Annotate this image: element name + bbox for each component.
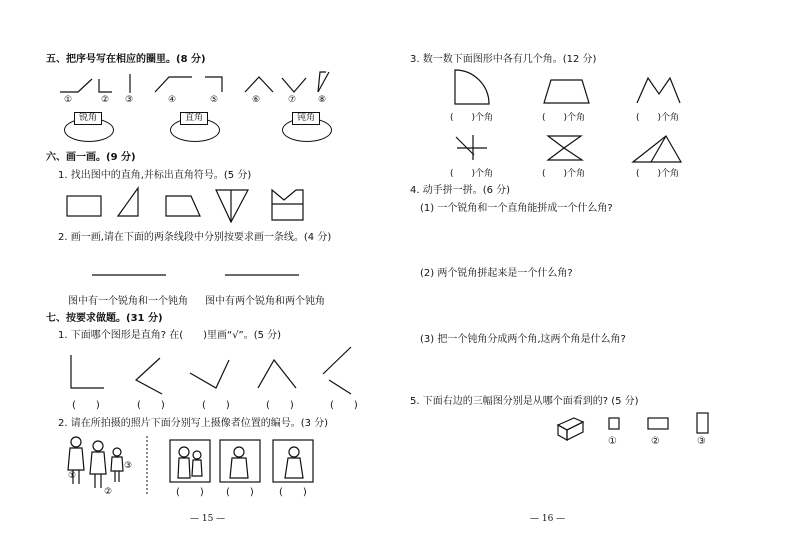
section-5-title: 五、把序号写在相应的圈里。(8 分) (46, 54, 206, 65)
angle-number-2: ② (101, 95, 110, 105)
segment-1-caption: 图中有一个锐角和一个钝角 (68, 296, 188, 307)
angle-number-3: ③ (125, 95, 134, 105)
choice-1-blank[interactable]: ( ) (72, 400, 100, 411)
section-7-title: 七、按要求做题。(31 分) (46, 313, 163, 324)
shape-6-blank[interactable]: ( )个角 (636, 169, 680, 179)
right-angle-label: 直角 (180, 112, 208, 125)
shape-4-blank[interactable]: ( )个角 (450, 169, 494, 179)
section-6-title: 六、画一画。(9 分) (46, 152, 136, 163)
q4-part-1: (1) 一个锐角和一个直角能拼成一个什么角? (420, 203, 613, 214)
photo-2-blank[interactable]: ( ) (226, 487, 254, 498)
shape-2-blank[interactable]: ( )个角 (542, 113, 586, 123)
q4-part-3: (3) 把一个钝角分成两个角,这两个角是什么角? (420, 334, 626, 345)
angle-number-4: ④ (168, 95, 177, 105)
section-6-q2: 2. 画一画,请在下面的两条线段中分别按要求画一条线。(4 分) (58, 232, 332, 243)
section-7-q1: 1. 下面哪个图形是直角? 在( )里画“√”。(5 分) (58, 330, 282, 341)
view-3-number: ③ (697, 436, 706, 447)
obtuse-label: 钝角 (292, 112, 320, 125)
view-2-number: ② (651, 436, 660, 447)
angle-number-5: ⑤ (210, 95, 219, 105)
shape-3-blank[interactable]: ( )个角 (636, 113, 680, 123)
angle-number-8: ⑧ (318, 95, 327, 105)
camera-position-1: ① (68, 471, 77, 481)
q4-title: 4. 动手拼一拼。(6 分) (410, 185, 511, 196)
choice-5-blank[interactable]: ( ) (330, 400, 358, 411)
acute-label: 锐角 (74, 112, 102, 125)
shape-1-blank[interactable]: ( )个角 (450, 113, 494, 123)
angle-number-6: ⑥ (252, 95, 261, 105)
camera-position-3: ③ (124, 461, 133, 471)
section-7-q2: 2. 请在所拍摄的照片下面分别写上摄像者位置的编号。(3 分) (58, 418, 329, 429)
page-number-right: — 16 — (530, 514, 566, 524)
choice-2-blank[interactable]: ( ) (137, 400, 165, 411)
q5-title: 5. 下面右边的三幅图分别是从哪个面看到的? (5 分) (410, 396, 639, 407)
choice-4-blank[interactable]: ( ) (266, 400, 294, 411)
page-number-left: — 15 — (190, 514, 226, 524)
segment-2-caption: 图中有两个锐角和两个钝角 (205, 296, 325, 307)
shape-5-blank[interactable]: ( )个角 (542, 169, 586, 179)
photo-1-blank[interactable]: ( ) (176, 487, 204, 498)
camera-position-2: ② (104, 487, 113, 497)
q3-title: 3. 数一数下面图形中各有几个角。(12 分) (410, 54, 597, 65)
photo-3-blank[interactable]: ( ) (279, 487, 307, 498)
view-1-number: ① (608, 436, 617, 447)
angle-number-7: ⑦ (288, 95, 297, 105)
q4-part-2: (2) 两个锐角拼起来是一个什么角? (420, 268, 573, 279)
choice-3-blank[interactable]: ( ) (202, 400, 230, 411)
section-6-q1: 1. 找出图中的直角,并标出直角符号。(5 分) (58, 170, 252, 181)
angle-number-1: ① (64, 95, 73, 105)
